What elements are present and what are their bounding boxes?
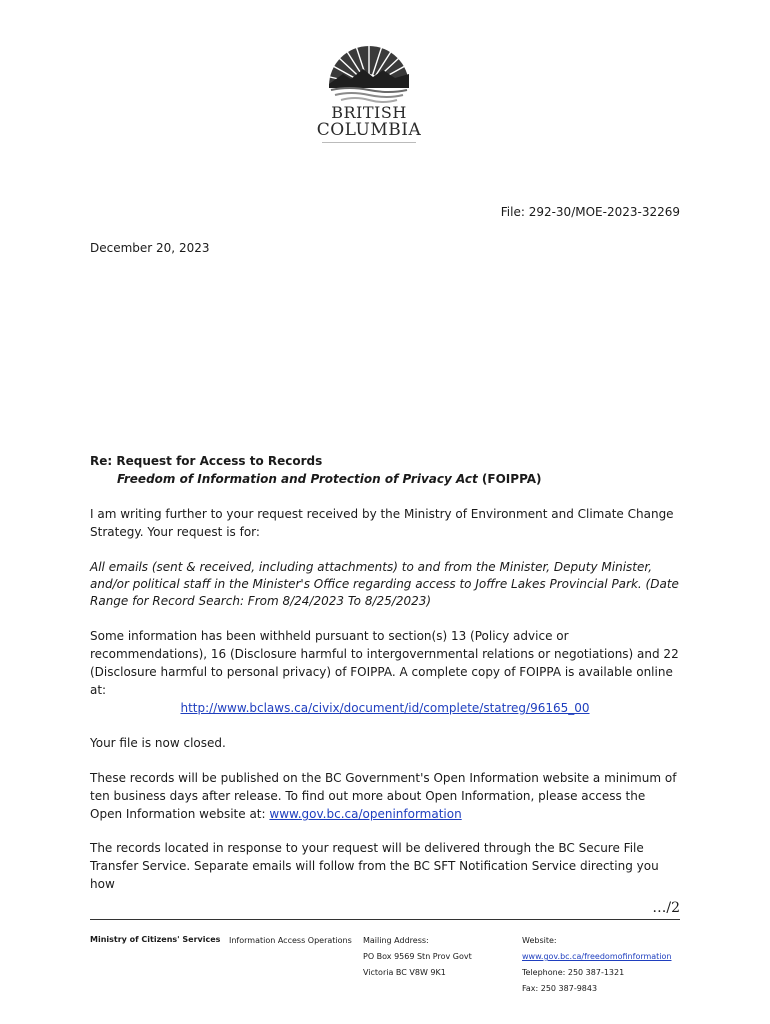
footer-contact — [522, 933, 672, 997]
paragraph-withheld: Some information has been withheld pursuant to section(s) 13 (Policy advice or recommendations), 16 (Disclosure harmful to intergovernmental relations or negotiations) and 22 (Disclosure harmful to personal privacy) of FOIPPA. A complete copy of FOIPPA is available online at: — [90, 629, 679, 697]
letter-date: December 20, 2023 — [90, 241, 210, 255]
footer-fax: Fax: 250 387-9843 — [522, 984, 598, 993]
act-line — [90, 470, 680, 488]
logo-text-british: BRITISH — [331, 103, 407, 122]
subject-block — [90, 452, 680, 488]
logo-text-columbia: COLUMBIA — [316, 120, 422, 140]
act-abbrev: (FOIPPA) — [477, 472, 542, 486]
act-name: Freedom of Information and Protection of Privacy Act — [117, 472, 478, 486]
footer-website-link[interactable]: www.gov.bc.ca/freedomofinformation — [522, 952, 672, 961]
footer-mail-label: Mailing Address: — [363, 936, 429, 945]
foippa-link-line — [90, 699, 680, 717]
footer-web-label: Website: — [522, 936, 557, 945]
open-info-text: These records will be published on the BC Government's Open Information website a minimum of ten business days after release. To find out more about Open Information, please access the Open Information website at: — [90, 771, 677, 821]
paragraph-delivery: The records located in response to your request will be delivered through the BC Secure File Transfer Service. Separate emails will follow from the BC SFT Notification Service directing you how — [90, 841, 659, 891]
footer-mail-line2: Victoria BC V8W 9K1 — [363, 968, 446, 977]
footer-mail-line1: PO Box 9569 Stn Prov Govt — [363, 952, 472, 961]
bc-government-logo — [308, 44, 430, 148]
paragraph-intro: I am writing further to your request received by the Ministry of Environment and Climate Change Strategy. Your request is for: — [90, 507, 674, 539]
foippa-link[interactable]: http://www.bclaws.ca/civix/document/id/complete/statreg/96165_00 — [180, 701, 590, 715]
sun-mountains-icon — [329, 44, 409, 104]
open-information-link[interactable]: www.gov.bc.ca/openinformation — [269, 807, 462, 821]
paragraph-open-information — [90, 769, 680, 823]
footer-mailing-address — [363, 933, 472, 981]
footer-divider — [90, 919, 680, 920]
subject-line: Re: Request for Access to Records — [90, 454, 323, 468]
file-number: File: 292-30/MOE-2023-32269 — [500, 205, 680, 219]
page-continuation-marker: …/2 — [652, 900, 680, 916]
footer-branch: Information Access Operations — [229, 936, 352, 945]
logo-divider — [322, 142, 416, 143]
paragraph-request-text: All emails (sent & received, including attachments) to and from the Minister, Deputy Minister, and/or political staff in the Minister's Office regarding access to Joffre Lakes Provincial Park. (Date Range for Record Search: From 8/24/2023 To 8/25/2023) — [90, 560, 679, 608]
footer-telephone: Telephone: 250 387-1321 — [522, 968, 625, 977]
footer-ministry: Ministry of Citizens' Services — [90, 935, 221, 944]
paragraph-file-closed: Your file is now closed. — [90, 736, 226, 750]
